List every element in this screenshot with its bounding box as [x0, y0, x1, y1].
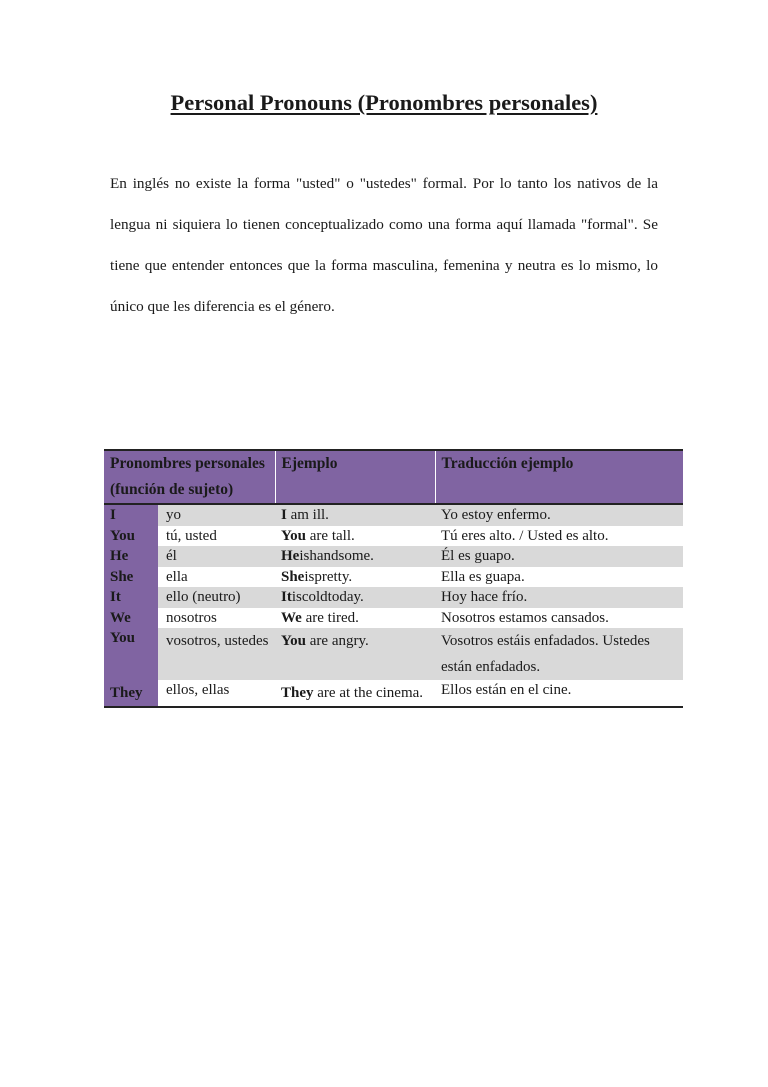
header-pronombres: Pronombres personales (función de sujeto) [104, 450, 275, 504]
example-cell [275, 546, 435, 567]
example-cell [275, 567, 435, 588]
spanish-cell: ella [166, 568, 188, 585]
table-row [104, 567, 683, 588]
example-keyword: He [281, 548, 300, 564]
table-header-row [104, 450, 683, 504]
example-keyword: I [281, 507, 287, 523]
header-ejemplo: Ejemplo [275, 450, 435, 504]
example-cell [275, 680, 435, 707]
table-row [104, 526, 683, 547]
spanish-cell: ellos, ellas [166, 682, 230, 698]
example-text: are tall. [306, 527, 355, 544]
pronoun-cell: They [104, 680, 158, 707]
table-row [104, 628, 683, 680]
spanish-cell: vosotros, ustedes [158, 628, 275, 680]
spanish-cell: él [158, 546, 275, 567]
table-row [104, 587, 683, 608]
translation-cell: Él es guapo. [435, 546, 683, 567]
pronoun-cell: You [104, 526, 158, 547]
table-row [104, 504, 683, 526]
intro-paragraph: En inglés no existe la forma "usted" o "ustedes" formal. Por lo tanto los nativos de la lengua ni siquiera lo tienen conceptualizado como una forma aquí llamada "formal". Se tiene que entender entonces que la forma masculina, femenina y neutra es lo mismo, lo único que les diferencia es el género. [110, 175, 658, 315]
example-keyword: It [281, 589, 292, 605]
example-keyword: She [281, 568, 305, 585]
page-title: Personal Pronouns (Pronombres personales) [170, 90, 598, 115]
example-keyword: You [281, 527, 307, 544]
pronouns-table [104, 449, 683, 708]
example-text: ishandsome. [299, 548, 374, 564]
pronoun-cell: You [104, 628, 158, 680]
spanish-cell: tú, usted [166, 527, 217, 544]
translation-cell: Hoy hace frío. [435, 587, 683, 608]
example-text: am ill. [286, 507, 329, 523]
example-cell [275, 608, 435, 629]
example-keyword: We [281, 609, 302, 626]
translation-cell: Nosotros estamos cansados. [441, 609, 609, 626]
translation-cell: Vosotros estáis enfadados. Ustedes están enfadados. [435, 628, 683, 680]
translation-cell: Tú eres alto. / Usted es alto. [441, 527, 609, 544]
table-row [104, 546, 683, 567]
translation-cell: Yo estoy enfermo. [435, 504, 683, 526]
pronoun-cell: We [104, 608, 158, 629]
table-row [104, 680, 683, 707]
pronoun-cell: She [104, 567, 158, 588]
example-cell [275, 504, 435, 526]
table-row [104, 608, 683, 629]
example-text: are angry. [306, 633, 369, 649]
pronoun-cell: It [104, 587, 158, 608]
example-text: are tired. [301, 609, 359, 626]
pronoun-cell: I [104, 504, 158, 526]
example-text: ispretty. [304, 568, 353, 585]
header-traduccion: Traducción ejemplo [435, 450, 683, 504]
spanish-cell: yo [158, 504, 275, 526]
example-keyword: You [281, 633, 307, 649]
example-keyword: They [281, 685, 314, 701]
translation-cell: Ellos están en el cine. [441, 682, 572, 698]
translation-cell: Ella es guapa. [441, 568, 525, 585]
example-cell [275, 526, 435, 547]
example-cell [275, 587, 435, 608]
spanish-cell: nosotros [166, 609, 217, 626]
spanish-cell: ello (neutro) [158, 587, 275, 608]
pronoun-cell: He [104, 546, 158, 567]
example-text: are at the cinema. [313, 685, 424, 701]
example-cell [275, 628, 435, 680]
example-text: iscoldtoday. [291, 589, 364, 605]
